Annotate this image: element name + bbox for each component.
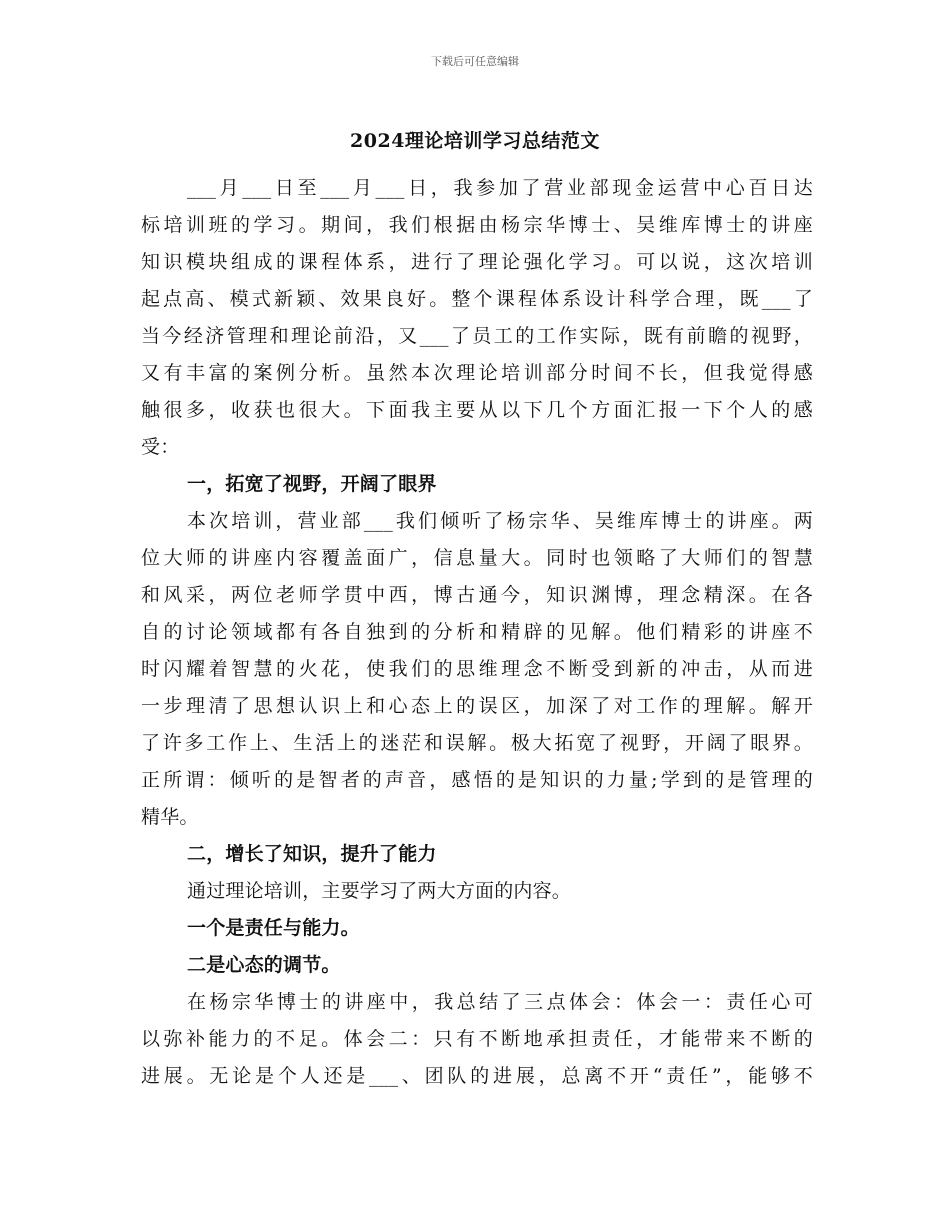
body-text-line: 正所谓：倾听的是智者的声音，感悟的是知识的力量;学到的是管理的 (141, 769, 813, 791)
section-heading-line: 二是心态的调节。 (187, 954, 341, 976)
body-text-line: 一步理清了思想认识上和心态上的误区，加深了对工作的理解。解开 (141, 695, 813, 717)
body-text-line: ___月___日至___月___日，我参加了营业部现金运营中心百日达 (187, 177, 813, 199)
body-text-line: 精华。 (141, 806, 199, 828)
body-text-line: 以弥补能力的不足。体会二：只有不断地承担责任，才能带来不断的 (141, 1028, 813, 1050)
body-text-line: 了许多工作上、生活上的迷茫和误解。极大拓宽了视野，开阔了眼界。 (141, 732, 813, 754)
document-body (141, 170, 813, 1095)
body-text-line: 在杨宗华博士的讲座中，我总结了三点体会：体会一：责任心可 (187, 991, 813, 1013)
body-text-line: 自的讨论领域都有各自独到的分析和精辟的见解。他们精彩的讲座不 (141, 621, 813, 643)
body-text-line: 标培训班的学习。期间，我们根据由杨宗华博士、吴维库博士的讲座 (141, 214, 813, 236)
body-text-line: 本次培训，营业部___我们倾听了杨宗华、吴维库博士的讲座。两 (187, 510, 813, 532)
body-text-line: 进展。无论是个人还是___、团队的进展，总离不开“责任”，能够不 (141, 1065, 813, 1087)
body-text-line: 起点高、模式新颖、效果良好。整个课程体系设计科学合理，既___了 (141, 288, 813, 310)
header-note: 下载后可任意编辑 (431, 55, 519, 68)
body-text-line: 受： (141, 436, 180, 458)
body-text-line: 又有丰富的案例分析。虽然本次理论培训部分时间不长，但我觉得感 (141, 362, 813, 384)
body-text-line: 当今经济管理和理论前沿，又___了员工的工作实际，既有前瞻的视野， (141, 325, 813, 347)
section-heading-line: 二，增长了知识，提升了能力 (187, 843, 437, 865)
section-heading-line: 一个是责任与能力。 (187, 917, 360, 939)
body-text-line: 位大师的讲座内容覆盖面广，信息量大。同时也领略了大师们的智慧 (141, 547, 813, 569)
body-text-line: 触很多，收获也很大。下面我主要从以下几个方面汇报一下个人的感 (141, 399, 813, 421)
body-text-line: 和风采，两位老师学贯中西，博古通今，知识渊博，理念精深。在各 (141, 584, 813, 606)
body-text-line: 时闪耀着智慧的火花，使我们的思维理念不断受到新的冲击，从而进 (141, 658, 813, 680)
body-text-line: 知识模块组成的课程体系，进行了理论强化学习。可以说，这次培训 (141, 251, 813, 273)
body-text-line: 通过理论培训，主要学习了两大方面的内容。 (187, 880, 572, 902)
document-title: 2024理论培训学习总结范文 (350, 130, 600, 152)
section-heading-line: 一，拓宽了视野，开阔了眼界 (187, 473, 437, 495)
